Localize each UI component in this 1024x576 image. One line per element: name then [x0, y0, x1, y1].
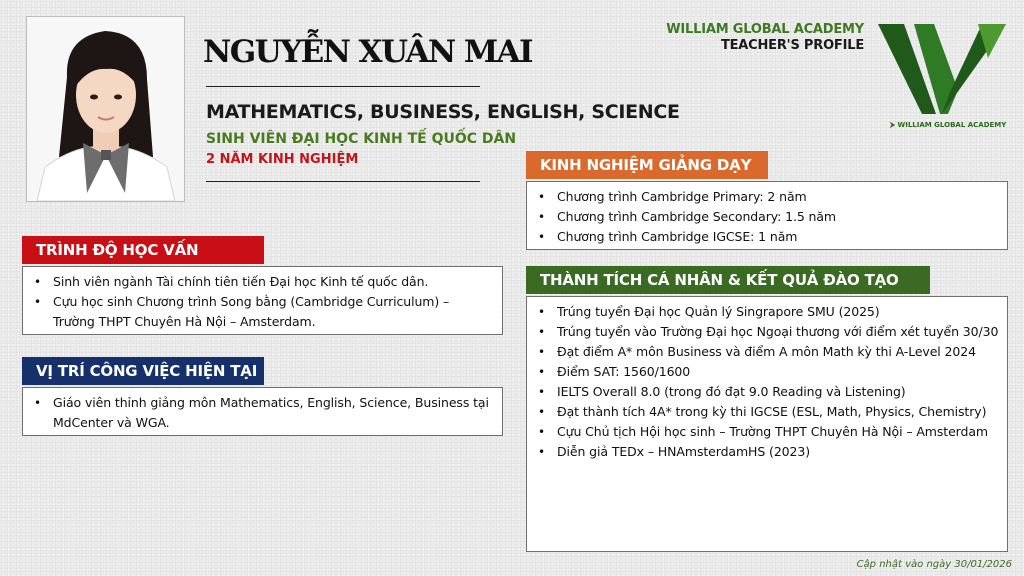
name-divider [206, 86, 480, 87]
list-item: • Trúng tuyển vào Trường Đại học Ngoại thương với điểm xét tuyển 30/30 [535, 322, 999, 342]
wga-logo-icon [878, 18, 1006, 118]
list-item: • Chương trình Cambridge Primary: 2 năm [535, 187, 999, 207]
list-item: • Diễn giả TEDx – HNAmsterdamHS (2023) [535, 442, 999, 462]
list-item: • Chương trình Cambridge Secondary: 1.5 năm [535, 207, 999, 227]
position-box [22, 387, 503, 436]
updated-date: Cập nhật vào ngày 30/01/2026 [856, 559, 1012, 570]
education-box [22, 266, 503, 335]
teacher-name: NGUYỄN XUÂN MAI [203, 34, 532, 70]
brand-name: WILLIAM GLOBAL ACADEMY [666, 22, 864, 37]
logo-caption: ⮞ WILLIAM GLOBAL ACADEMY [890, 121, 1007, 129]
achievements-box [526, 296, 1008, 552]
achievements-list [535, 302, 999, 462]
education-header: TRÌNH ĐỘ HỌC VẤN [22, 236, 264, 264]
position-header: VỊ TRÍ CÔNG VIỆC HIỆN TẠI [22, 357, 264, 385]
list-item: • Cựu học sinh Chương trình Song bằng (Cambridge Curriculum) – Trường THPT Chuyên Hà Nội – Amsterdam. [31, 292, 494, 332]
teaching-header: KINH NGHIỆM GIẢNG DẠY [526, 151, 768, 179]
teaching-subjects: MATHEMATICS, BUSINESS, ENGLISH, SCIENCE [206, 101, 680, 123]
list-item: • Đạt thành tích 4A* trong kỳ thi IGCSE (ESL, Math, Physics, Chemistry) [535, 402, 999, 422]
list-item: • IELTS Overall 8.0 (trong đó đạt 9.0 Reading và Listening) [535, 382, 999, 402]
profile-label: TEACHER'S PROFILE [720, 38, 864, 53]
list-item: • Chương trình Cambridge IGCSE: 1 năm [535, 227, 999, 247]
teaching-list [535, 187, 999, 247]
education-list [31, 272, 494, 332]
portrait-image [27, 17, 184, 201]
list-item: • Trúng tuyển Đại học Quản lý Singrapore SMU (2025) [535, 302, 999, 322]
list-item: • Đạt điểm A* môn Business và điểm A môn Math kỳ thi A-Level 2024 [535, 342, 999, 362]
university: SINH VIÊN ĐẠI HỌC KINH TẾ QUỐC DÂN [206, 131, 517, 147]
list-item: • Giáo viên thỉnh giảng môn Mathematics, English, Science, Business tại MdCenter và WGA. [31, 393, 494, 433]
list-item: • Sinh viên ngành Tài chính tiên tiến Đại học Kinh tế quốc dân. [31, 272, 494, 292]
position-list [31, 393, 494, 433]
experience-years: 2 NĂM KINH NGHIỆM [206, 152, 359, 167]
profile-divider [206, 181, 480, 182]
list-item: • Điểm SAT: 1560/1600 [535, 362, 999, 382]
list-item: • Cựu Chủ tịch Hội học sinh – Trường THPT Chuyên Hà Nội – Amsterdam [535, 422, 999, 442]
teaching-box [526, 181, 1008, 250]
achievements-header: THÀNH TÍCH CÁ NHÂN & KẾT QUẢ ĐÀO TẠO [526, 266, 930, 294]
teacher-photo [26, 16, 185, 202]
